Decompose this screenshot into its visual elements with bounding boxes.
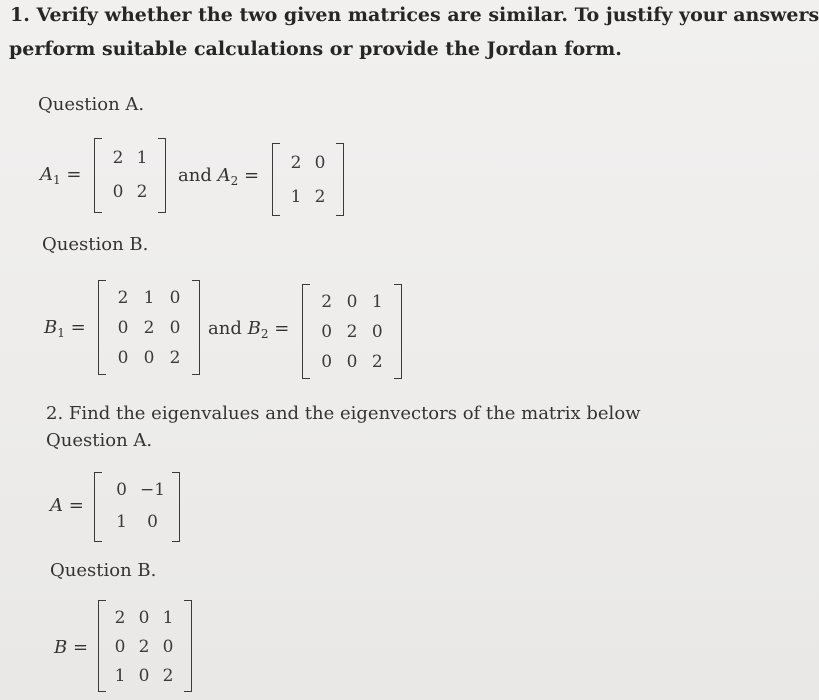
matrix-entry: 0 bbox=[321, 352, 333, 372]
matrix-entry: 2 bbox=[117, 288, 129, 308]
matrix-entry: 2 bbox=[314, 187, 326, 207]
matrix-b-label: B = bbox=[54, 637, 89, 658]
matrix-entry: 1 bbox=[290, 187, 302, 207]
matrix-entry: 0 bbox=[143, 348, 155, 368]
matrix-entry: 2 bbox=[112, 148, 124, 168]
matrix-entry: 0 bbox=[117, 348, 129, 368]
matrix-a2 bbox=[272, 143, 344, 216]
matrix-entry: 2 bbox=[143, 318, 155, 338]
matrix-entry: −1 bbox=[139, 480, 166, 500]
matrix-entry: 0 bbox=[346, 292, 358, 312]
matrix-b bbox=[98, 600, 192, 692]
matrix-b1 bbox=[98, 280, 200, 375]
matrix-b-entries bbox=[108, 608, 180, 686]
matrix-entry: 0 bbox=[162, 637, 174, 657]
matrix-entry: 0 bbox=[138, 666, 150, 686]
matrix-entry: 2 bbox=[321, 292, 333, 312]
matrix-entry: 2 bbox=[114, 608, 126, 628]
matrix-entry: 2 bbox=[138, 637, 150, 657]
matrix-entry: 1 bbox=[114, 666, 126, 686]
matrix-entry: 1 bbox=[116, 512, 127, 532]
matrix-entry: 0 bbox=[138, 608, 150, 628]
matrix-entry: 0 bbox=[314, 153, 326, 173]
matrix-entry: 0 bbox=[371, 322, 383, 342]
matrix-entry: 0 bbox=[169, 288, 181, 308]
matrix-entry: 0 bbox=[117, 318, 129, 338]
matrix-a1 bbox=[94, 138, 166, 213]
matrix-entry: 2 bbox=[290, 153, 302, 173]
matrix-entry: 1 bbox=[162, 608, 174, 628]
matrix-a-label: A = bbox=[50, 495, 84, 516]
matrix-b2-entries bbox=[314, 292, 390, 372]
problem-2-question-b-heading: Question B. bbox=[50, 560, 157, 581]
matrix-entry: 0 bbox=[116, 480, 127, 500]
question-b-heading: Question B. bbox=[42, 234, 149, 255]
matrix-a1-entries bbox=[106, 148, 154, 202]
matrix-entry: 0 bbox=[321, 322, 333, 342]
matrix-entry: 2 bbox=[162, 666, 174, 686]
matrix-entry: 0 bbox=[346, 352, 358, 372]
matrix-entry: 1 bbox=[136, 148, 148, 168]
matrix-entry: 0 bbox=[147, 512, 158, 532]
matrix-entry: 0 bbox=[114, 637, 126, 657]
matrix-a2-label: and $A_2$ = bbox=[178, 165, 260, 188]
matrix-b1-entries bbox=[110, 288, 188, 368]
matrix-a bbox=[94, 472, 180, 542]
matrix-entry: 2 bbox=[136, 182, 148, 202]
problem-1-line-1: 1. Verify whether the two given matrices are similar. To justify your answers bbox=[10, 4, 819, 26]
problem-2-line-1: 2. Find the eigenvalues and the eigenvectors of the matrix below bbox=[46, 403, 641, 424]
matrix-entry: 0 bbox=[112, 182, 124, 202]
matrix-b2 bbox=[302, 284, 402, 379]
matrix-a1-label: $A_1$ = bbox=[40, 164, 82, 187]
matrix-b1-label: $B_1$ = bbox=[44, 317, 86, 340]
problem-1-line-2: perform suitable calculations or provide the Jordan form. bbox=[9, 38, 622, 60]
problem-2-question-a-heading: Question A. bbox=[46, 430, 153, 451]
matrix-b2-label: and $B_2$ = bbox=[208, 318, 290, 341]
matrix-entry: 2 bbox=[346, 322, 358, 342]
matrix-entry: 0 bbox=[169, 318, 181, 338]
matrix-a-entries bbox=[106, 480, 168, 532]
question-a-heading: Question A. bbox=[38, 94, 145, 115]
matrix-entry: 2 bbox=[169, 348, 181, 368]
matrix-entry: 2 bbox=[371, 352, 383, 372]
matrix-entry: 1 bbox=[371, 292, 383, 312]
matrix-entry: 1 bbox=[143, 288, 155, 308]
matrix-a2-entries bbox=[284, 153, 332, 207]
